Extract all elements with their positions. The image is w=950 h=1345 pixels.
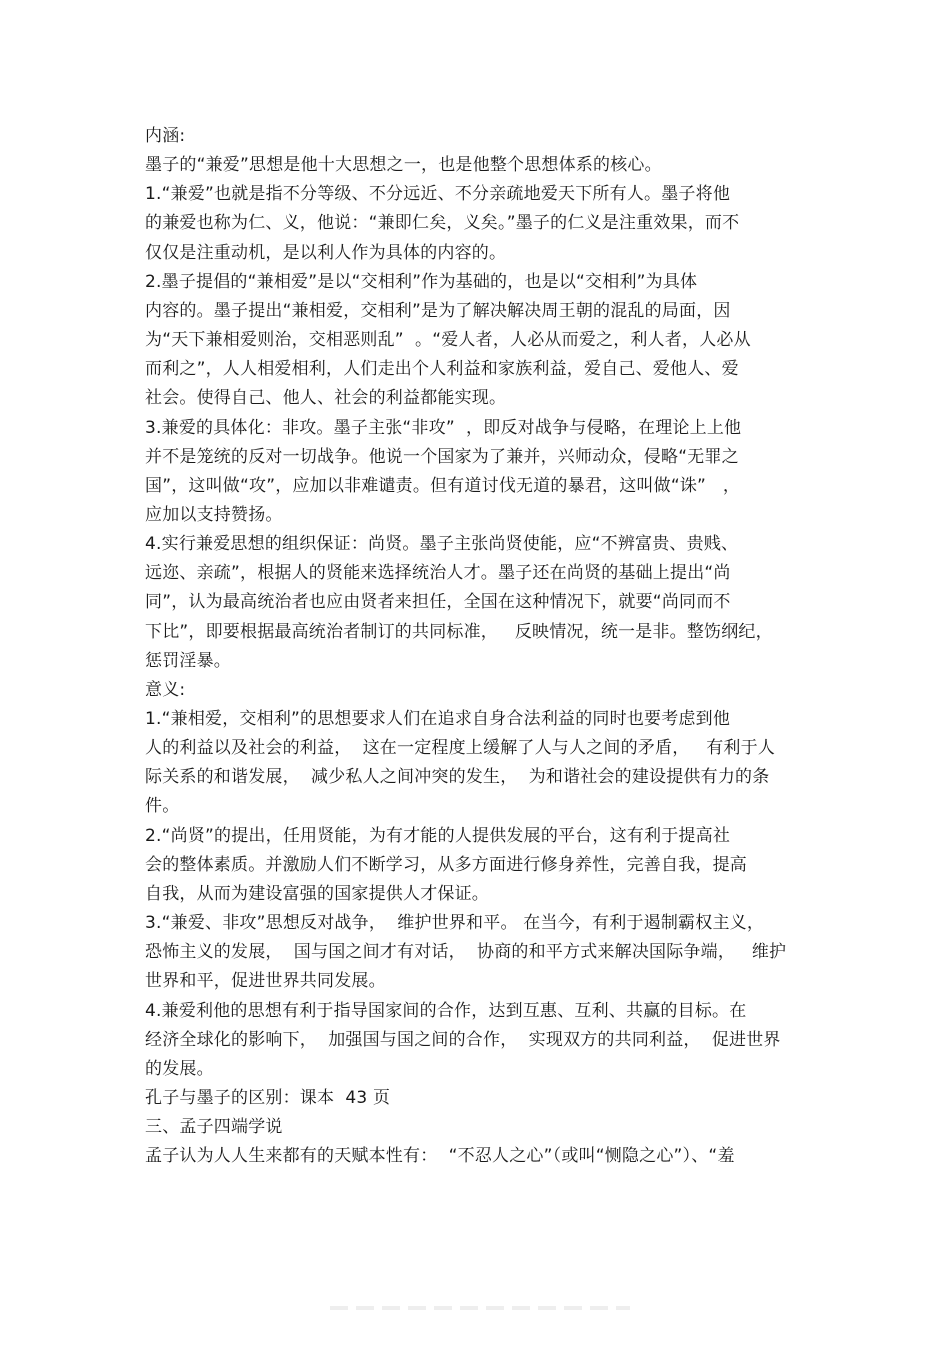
text-line: 内涵: bbox=[145, 126, 186, 146]
text-line: 的发展。 bbox=[145, 1058, 214, 1079]
text-line: 并不是笼统的反对一切战争。他说一个国家为了兼并，兴师动众，侵略“无罪之 bbox=[145, 446, 739, 467]
text-line: 3.兼爱的具体化：非攻。墨子主张“非攻” ，即反对战争与侵略，在理论上上他 bbox=[145, 417, 742, 438]
text-line: 会的整体素质。并激励人们不断学习，从多方面进行修身养性，完善自我，提高 bbox=[145, 854, 747, 875]
text-line: 4.兼爱利他的思想有利于指导国家间的合作，达到互惠、互利、共赢的目标。在 bbox=[145, 1000, 747, 1021]
text-line: 际关系的和谐发展， 减少私人之间冲突的发生， 为和谐社会的建设提供有力的条 bbox=[145, 767, 770, 788]
text-line: 仅仅是注重动机，是以利人作为具体的内容的。 bbox=[145, 242, 507, 263]
text-line: 3.“兼爱、非攻”思想反对战争， 维护世界和平。 在当今，有利于遏制霸权主义， bbox=[145, 913, 765, 934]
text-line: 孔子与墨子的区别：课本 43 页 bbox=[145, 1087, 391, 1108]
text-line: 而利之”，人人相爱相利，人们走出个人利益和家族利益，爱自己、爱他人、爱 bbox=[145, 359, 739, 380]
text-line: 2.“尚贤”的提出，任用贤能，为有才能的人提供发展的平台，这有利于提高社 bbox=[145, 825, 731, 846]
text-line: 内容的。墨子提出“兼相爱，交相利”是为了解决解决周王朝的混乱的局面，因 bbox=[145, 300, 731, 321]
text-line: 同”，认为最高统治者也应由贤者来担任，全国在这种情况下，就要“尚同而不 bbox=[145, 592, 731, 613]
text-line: 墨子的“兼爱”思想是他十大思想之一，也是他整个思想体系的核心。 bbox=[145, 155, 662, 176]
text-line: 意义: bbox=[145, 679, 186, 700]
text-line: 三、孟子四端学说 bbox=[145, 1117, 283, 1138]
text-line: 4.实行兼爱思想的组织保证：尚贤。墨子主张尚贤使能，应“不辨富贵、贵贱、 bbox=[145, 534, 739, 555]
text-line: 经济全球化的影响下， 加强国与国之间的合作， 实现双方的共同利益， 促进世界 bbox=[145, 1029, 781, 1050]
text-line: 远迩、亲疏”，根据人的贤能来选择统治人才。墨子还在尚贤的基础上提出“尚 bbox=[145, 563, 731, 584]
text-line: 下比”，即要根据最高统治者制订的共同标准， 反映情况，统一是非。整饬纲纪， bbox=[145, 621, 773, 642]
text-line: 2.墨子提倡的“兼相爱”是以“交相利”作为基础的，也是以“交相利”为具体 bbox=[145, 271, 698, 292]
text-line: 1.“兼爱”也就是指不分等级、不分远近、不分亲疏地爱天下所有人。墨子将他 bbox=[145, 184, 731, 205]
text-line: 人的利益以及社会的利益， 这在一定程度上缓解了人与人之间的矛盾， 有利于人 bbox=[145, 738, 776, 759]
text-line: 件。 bbox=[145, 796, 180, 817]
text-line: 的兼爱也称为仁、义，他说：“兼即仁矣，义矣。”墨子的仁义是注重效果，而不 bbox=[145, 213, 740, 234]
text-line: 自我，从而为建设富强的国家提供人才保证。 bbox=[145, 883, 489, 904]
text-line: 世界和平，促进世界共同发展。 bbox=[145, 971, 386, 992]
text-line: 为“天下兼相爱则治，交相恶则乱” 。“爱人者，人必从而爱之，利人者，人必从 bbox=[145, 330, 751, 351]
text-line: 国”，这叫做“攻”，应加以非难谴责。但有道讨伐无道的暴君，这叫做“诛” ， bbox=[145, 475, 741, 496]
text-line: 应加以支持赞扬。 bbox=[145, 504, 283, 525]
text-line: 惩罚淫暴。 bbox=[145, 650, 231, 671]
text-line: 社会。使得自己、他人、社会的利益都能实现。 bbox=[145, 388, 507, 409]
faint-footer-marks bbox=[330, 1306, 630, 1310]
text-line: 1.“兼相爱，交相利”的思想要求人们在追求自身合法利益的同时也要考虑到他 bbox=[145, 709, 731, 729]
text-line: 恐怖主义的发展， 国与国之间才有对话， 协商的和平方式来解决国际争端， 维护 bbox=[145, 942, 787, 963]
text-line: 孟子认为人人生来都有的天赋本性有： “不忍人之心”（或叫“恻隐之心”）、“羞 bbox=[145, 1146, 735, 1167]
